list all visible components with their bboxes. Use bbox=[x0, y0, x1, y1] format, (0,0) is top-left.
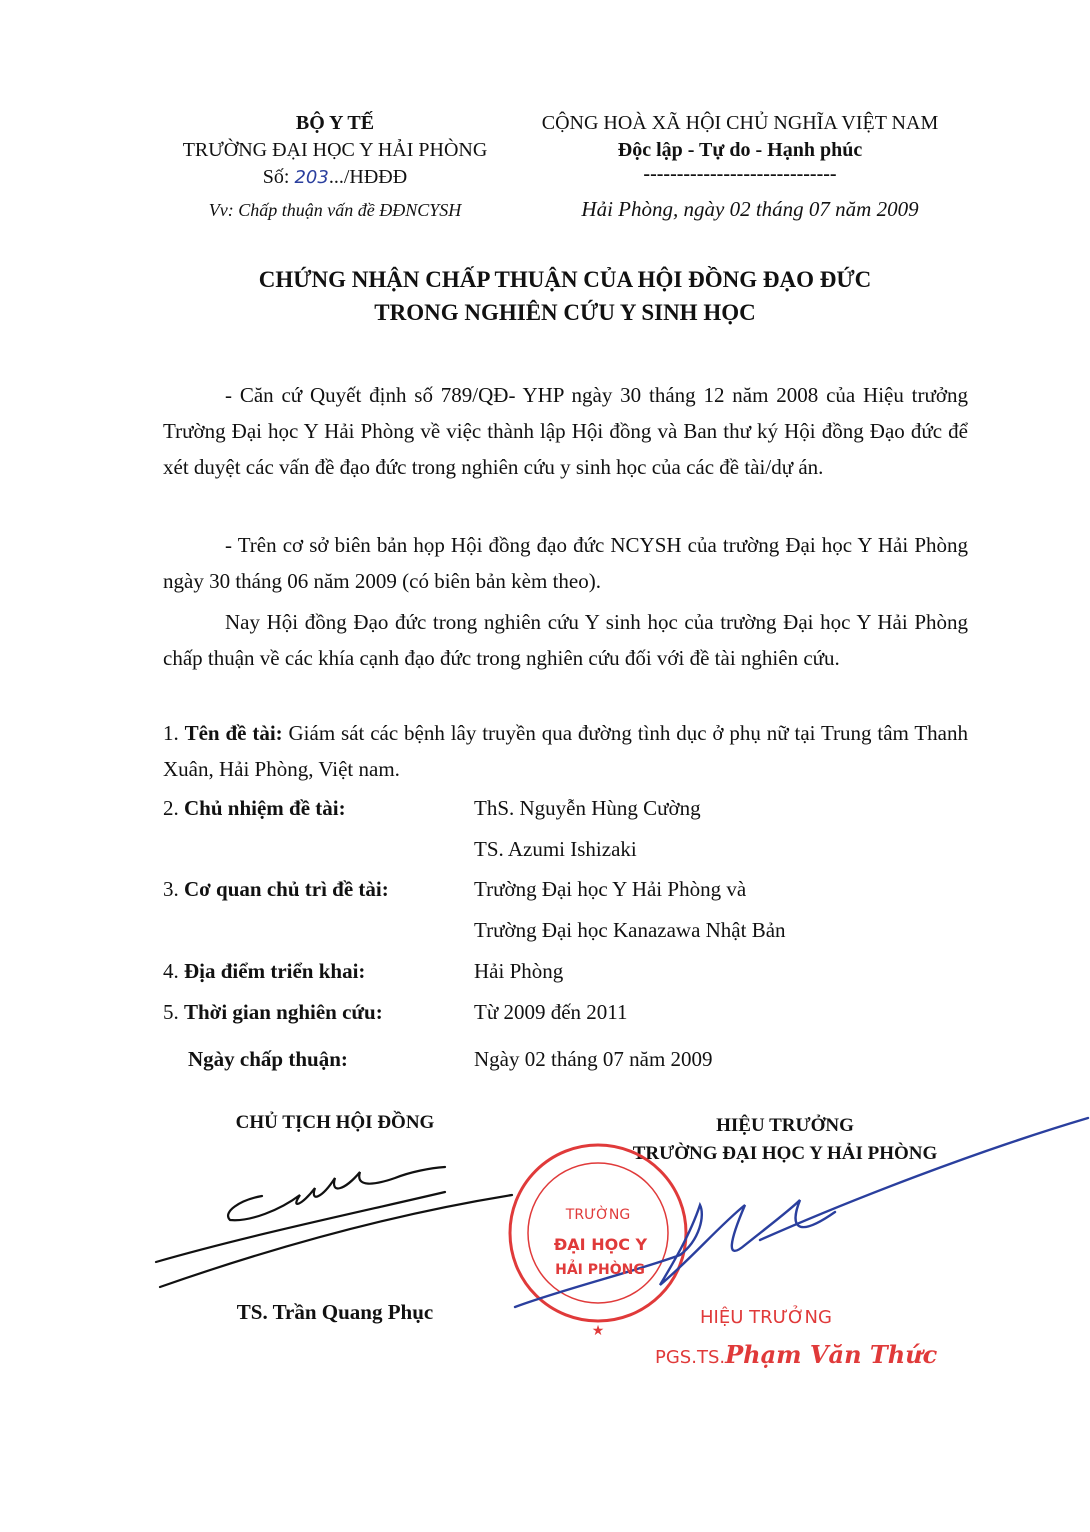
item-value: Trường Đại học Y Hải Phòng và bbox=[474, 877, 747, 901]
stamp-text-top: TRƯỜNG bbox=[565, 1207, 631, 1223]
subject-line: Vv: Chấp thuận vấn đề ĐĐNCYSH bbox=[208, 200, 462, 220]
rector-title-line-1: HIỆU TRƯỞNG bbox=[716, 1115, 854, 1136]
title-line-1: CHỨNG NHẬN CHẤP THUẬN CỦA HỘI ĐỒNG ĐẠO ĐỨC bbox=[258, 267, 872, 292]
item-label: Cơ quan chủ trì đề tài: bbox=[184, 877, 389, 901]
item-label: Địa điểm triển khai: bbox=[184, 959, 366, 983]
stamp-rector-label: HIỆU TRƯỞNG bbox=[700, 1307, 832, 1328]
paragraph-meeting-basis: - Trên cơ sở biên bản họp Hội đồng đạo đức NCYSH của trường Đại học Y Hải Phòng ngày 30 tháng 06 năm 2009 (có biên bản kèm theo). bbox=[163, 533, 968, 593]
item-label: Ngày chấp thuận: bbox=[188, 1047, 348, 1071]
item-value: Hải Phòng bbox=[474, 959, 564, 983]
title-line-2: TRONG NGHIÊN CỨU Y SINH HỌC bbox=[374, 300, 756, 325]
item-label: Tên đề tài: bbox=[184, 721, 283, 745]
item-number: 3. bbox=[163, 877, 184, 901]
item-label: Thời gian nghiên cứu: bbox=[184, 1000, 383, 1024]
item-value: Giám sát các bệnh lây truyền qua đường tình dục ở phụ nữ tại Trung tâm Thanh Xuân, Hải Phòng, Việt nam. bbox=[163, 721, 969, 781]
stamp-name-prefix: PGS.TS. bbox=[655, 1347, 726, 1368]
chairman-name: TS. Trần Quang Phục bbox=[236, 1300, 434, 1324]
number-handwritten: 203 bbox=[294, 167, 329, 188]
chairman-title: CHỦ TỊCH HỘI ĐỒNG bbox=[235, 1112, 435, 1133]
item-number: 2. bbox=[163, 796, 184, 820]
item-value: Ngày 02 tháng 07 năm 2009 bbox=[474, 1047, 713, 1071]
chairman-signature bbox=[156, 1167, 512, 1287]
svg-text:★: ★ bbox=[591, 1323, 605, 1339]
item-value: Trường Đại học Kanazawa Nhật Bản bbox=[474, 918, 786, 942]
national-motto: Độc lập - Tự do - Hạnh phúc bbox=[617, 139, 863, 161]
item-number: 1. bbox=[163, 721, 185, 745]
date-line: Hải Phòng, ngày 02 tháng 07 năm 2009 bbox=[581, 197, 919, 221]
paragraph-legal-basis: - Căn cứ Quyết định số 789/QĐ- YHP ngày 30 tháng 12 năm 2008 của Hiệu trưởng Trường Đại học Y Hải Phòng về việc thành lập Hội đồng và Ban thư ký Hội đồng Đạo đức để xét duyệt các vấn đề đạo đức trong nghiên cứu y sinh học của các đề tài/dự án. bbox=[163, 383, 968, 479]
item-number: 5. bbox=[163, 1000, 184, 1024]
number-suffix: .../HĐĐĐ bbox=[328, 166, 408, 188]
item-value: ThS. Nguyễn Hùng Cường bbox=[474, 796, 701, 820]
stamp-rector-name bbox=[655, 1340, 937, 1369]
stamp-text-mid: ĐẠI HỌC Y bbox=[553, 1235, 648, 1254]
item-value: Từ 2009 đến 2011 bbox=[474, 1000, 628, 1024]
stamp-text-bottom: HẢI PHÒNG bbox=[555, 1262, 645, 1278]
item-number: 4. bbox=[163, 959, 184, 983]
stamp-name-script: Phạm Văn Thức bbox=[725, 1340, 938, 1369]
item-label: Chủ nhiệm đề tài: bbox=[184, 796, 346, 820]
rector-title-line-2: TRƯỜNG ĐẠI HỌC Y HẢI PHÒNG bbox=[632, 1143, 938, 1164]
school-name: TRƯỜNG ĐẠI HỌC Y HẢI PHÒNG bbox=[182, 139, 488, 161]
item-value: TS. Azumi Ishizaki bbox=[474, 837, 637, 861]
paragraph-approval: Nay Hội đồng Đạo đức trong nghiên cứu Y sinh học của trường Đại học Y Hải Phòng chấp thuận về các khía cạnh đạo đức trong nghiên cứu đối với đề tài nghiên cứu. bbox=[163, 610, 968, 670]
ministry-name: BỘ Y TẾ bbox=[295, 112, 375, 134]
republic-name: CỘNG HOÀ XÃ HỘI CHỦ NGHĨA VIỆT NAM bbox=[541, 112, 939, 134]
motto-rule: ----------------------------- bbox=[643, 163, 837, 185]
number-prefix: Số: bbox=[262, 166, 295, 188]
